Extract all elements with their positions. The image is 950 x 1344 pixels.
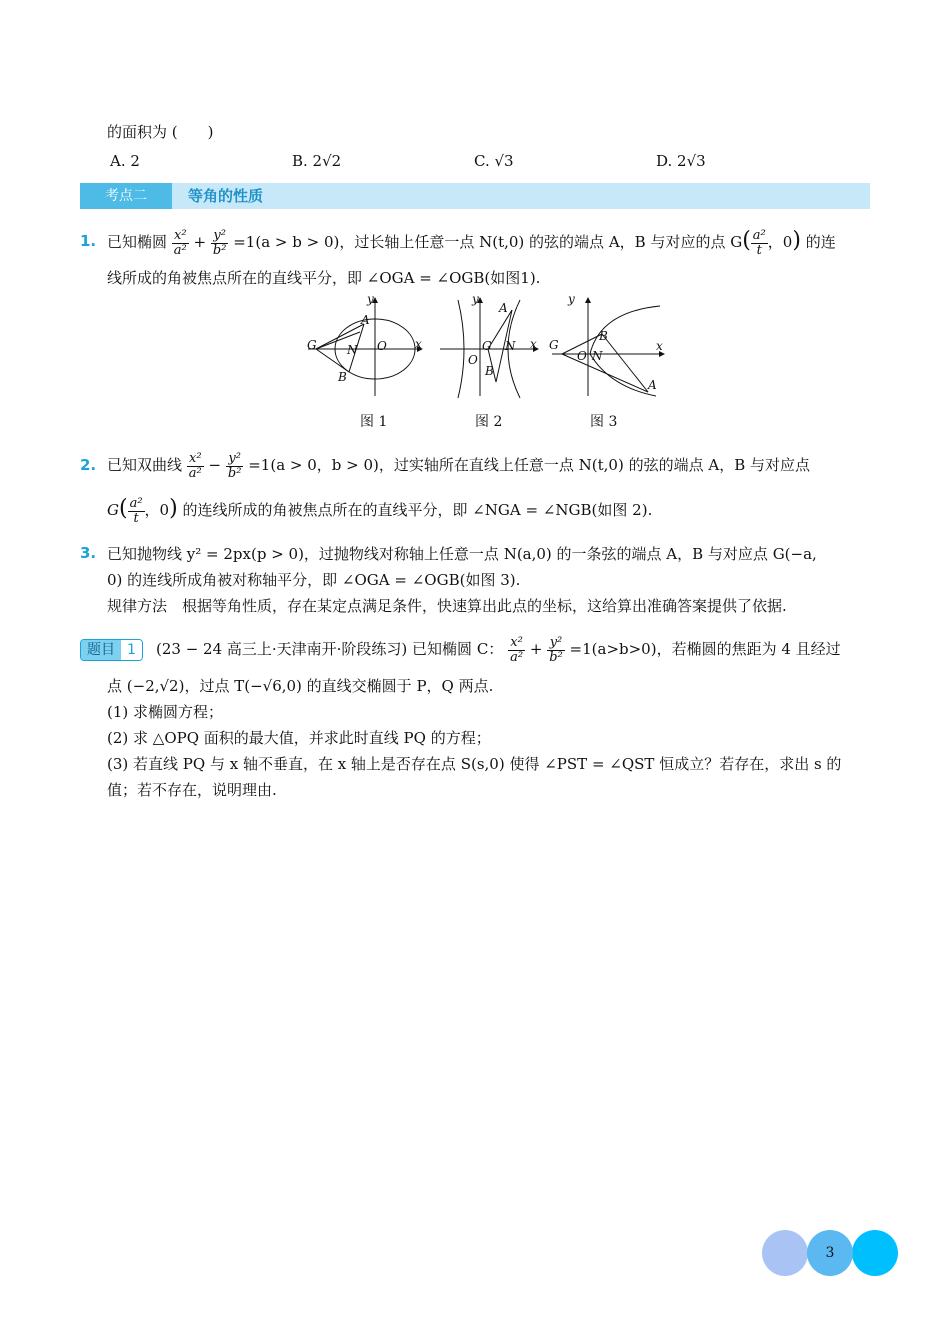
fraction [187, 452, 204, 481]
numerator: y² [547, 636, 565, 651]
paren: ( [742, 228, 751, 253]
text: (23 − 24 高三上·天津南开·阶段练习) 已知椭圆 C： [156, 640, 504, 658]
label-g: G [307, 338, 317, 352]
label-n: N [505, 339, 516, 353]
option-a: A. 2 [110, 152, 140, 170]
page-circle-right [852, 1230, 898, 1276]
text: 已知椭圆 [107, 233, 168, 251]
item-number: 1. [80, 232, 97, 250]
label-o: O [468, 353, 478, 367]
denominator: a² [173, 242, 187, 258]
text: =1(a>b>0)，若椭圆的焦距为 4 且经过 [569, 640, 841, 658]
item-2-line-2 [107, 490, 652, 529]
denominator: b² [212, 242, 227, 258]
label-o: O [377, 339, 387, 353]
badge-number: 1 [121, 640, 142, 660]
numerator: a² [129, 495, 143, 511]
question-part-3-cont: 值；若不存在，说明理由. [107, 781, 277, 799]
question-part-3: (3) 若直线 PQ 与 x 轴不垂直，在 x 轴上是否存在点 S(s,0) 使得 ∠PST = ∠QST 恒成立？若存在，求出 s 的 [107, 755, 842, 773]
fraction [128, 497, 145, 526]
section-banner [80, 183, 870, 209]
text: =1(a > b > 0)，过长轴上任意一点 N(t,0) 的弦的端点 A，B 与对应的点 G [233, 233, 743, 251]
item-2-line-1 [107, 446, 810, 484]
operator: + [193, 233, 207, 251]
numerator: x² [172, 229, 189, 244]
label-b: B [338, 370, 347, 384]
label-x: x [415, 337, 422, 351]
fraction [547, 636, 565, 665]
item-number: 2. [80, 456, 97, 474]
paren: ) [169, 496, 178, 521]
label-y: y [367, 292, 374, 306]
denominator: b² [227, 465, 242, 481]
text: G [107, 501, 119, 519]
text: =1(a > 0，b > 0)，过实轴所在直线上任意一点 N(t,0) 的弦的端点 A，B 与对应点 [248, 456, 810, 474]
denominator: t [133, 510, 139, 526]
fraction [751, 229, 768, 258]
fraction [211, 229, 229, 258]
figure-caption-3: 图 3 [590, 414, 618, 430]
numerator: a² [752, 227, 766, 243]
item-3-line-2: 0) 的连线所成角被对称轴平分，即 ∠OGA = ∠OGB(如图 3). [107, 571, 521, 589]
paren: ( [118, 496, 128, 521]
text-line: 的面积为 ( ) [107, 123, 214, 141]
label-y: y [472, 292, 479, 306]
item-number: 3. [80, 544, 97, 562]
operator: − [208, 456, 222, 474]
label-o: O [577, 349, 587, 363]
item-3-line-1: 已知抛物线 y² = 2px(p > 0)，过抛物线对称轴上任意一点 N(a,0) 的一条弦的端点 A，B 与对应点 G(−a, [107, 545, 817, 563]
question-badge [80, 639, 143, 661]
label-a: A [499, 301, 508, 315]
label-b: B [485, 364, 494, 378]
question-part-2: (2) 求 △OPQ 面积的最大值，并求此时直线 PQ 的方程； [107, 729, 491, 747]
figure-caption-2: 图 2 [475, 414, 503, 430]
text: 的连 [805, 233, 836, 251]
fraction [226, 452, 244, 481]
option-b: B. 2√2 [292, 152, 342, 170]
numerator: y² [226, 452, 244, 467]
label-x: x [656, 339, 663, 353]
question-line-1 [156, 630, 841, 668]
numerator: x² [187, 452, 204, 467]
question-line-2: 点 (−2,√2)，过点 T(−√6,0) 的直线交椭圆于 P，Q 两点. [107, 677, 494, 695]
figure-caption-1: 图 1 [360, 414, 388, 430]
denominator: b² [549, 649, 563, 665]
section-title: 等角的性质 [188, 187, 264, 205]
option-c: C. √3 [474, 152, 514, 170]
item-1-line-1 [107, 222, 836, 261]
fraction [172, 229, 189, 258]
label-b: B [599, 329, 608, 343]
badge-label: 题目 [81, 640, 121, 660]
label-y: y [568, 292, 575, 306]
operator: + [529, 640, 543, 658]
option-d: D. 2√3 [656, 152, 706, 170]
paren: ) [792, 228, 801, 253]
item-1-line-2: 线所成的角被焦点所在的直线平分，即 ∠OGA = ∠OGB(如图1). [107, 269, 541, 287]
label-n: N [347, 343, 358, 357]
page-circle-left [762, 1230, 808, 1276]
text: 已知双曲线 [107, 456, 183, 474]
label-a: A [361, 313, 370, 327]
text: ，0 [144, 501, 170, 519]
text: 的连线所成的角被焦点所在的直线平分，即 ∠NGA = ∠NGB(如图 2). [182, 501, 653, 519]
numerator: x² [508, 636, 525, 651]
label-a: A [648, 378, 657, 392]
question-part-1: (1) 求椭圆方程； [107, 703, 224, 721]
numerator: y² [211, 229, 229, 244]
label-x: x [530, 337, 537, 351]
page-number: 3 [807, 1230, 853, 1276]
denominator: t [756, 242, 762, 258]
denominator: a² [510, 649, 524, 665]
fraction [508, 636, 525, 665]
section-tag: 考点二 [80, 183, 172, 209]
method-text: 规律方法 根据等角性质，存在某定点满足条件，快速算出此点的坐标，这给算出准确答案提供了依据. [107, 597, 787, 615]
label-g: G [549, 338, 559, 352]
label-g: G [482, 339, 492, 353]
label-n: N [592, 349, 603, 363]
text: ，0 [767, 233, 793, 251]
denominator: a² [188, 465, 202, 481]
